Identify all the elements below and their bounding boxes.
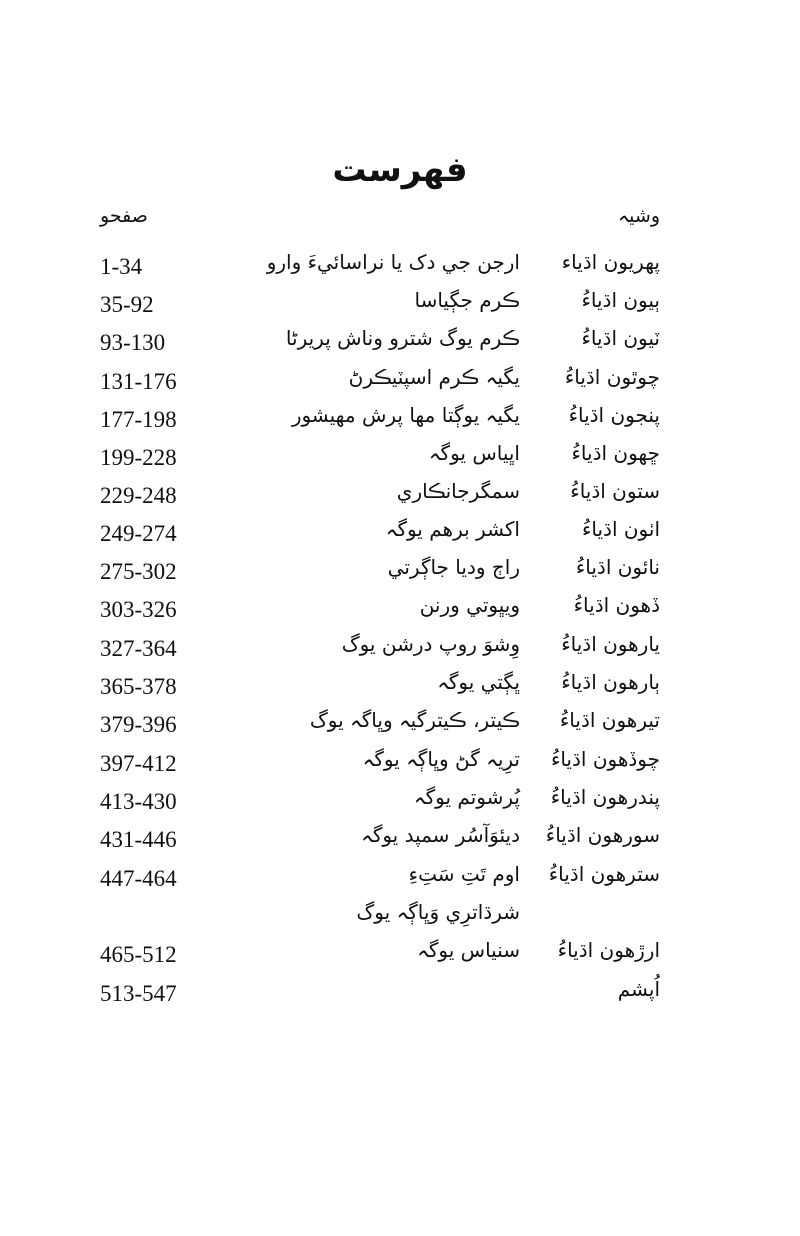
chapter-title: ڪرم يوگ شترو وناش پريرڻا bbox=[285, 326, 520, 350]
toc-entry bbox=[0, 326, 800, 362]
chapter-label: سورهون اڌياءُ bbox=[545, 823, 660, 847]
page-range: 93-130 bbox=[100, 330, 166, 355]
chapter-title: ڪيتر، ڪيترگيہ وڀاگہ يوگ bbox=[309, 708, 520, 732]
page-range: 275-302 bbox=[100, 559, 177, 584]
chapter-title: پُرشوتم يوگہ bbox=[413, 785, 520, 809]
chapter-title: يگيہ يوڳتا مها پرش مهيشور bbox=[291, 403, 520, 427]
chapter-label: ٻيون اڌياءُ bbox=[581, 288, 660, 312]
toc-entry bbox=[0, 250, 800, 286]
page-range: 35-92 bbox=[100, 292, 154, 317]
chapter-label: ڏهون اڌياءُ bbox=[573, 593, 660, 617]
page-range: 397-412 bbox=[100, 751, 177, 776]
toc-entry bbox=[0, 632, 800, 668]
chapter-title: شرڌاترِي وَڀاڳہ يوگ bbox=[356, 900, 520, 924]
page-range: 365-378 bbox=[100, 674, 177, 699]
chapter-label: تيرهون اڌياءُ bbox=[559, 708, 660, 732]
toc-entry bbox=[0, 900, 800, 936]
page-range: 465-512 bbox=[100, 942, 177, 967]
toc-entry bbox=[0, 593, 800, 629]
page-range: 303-326 bbox=[100, 597, 177, 622]
chapter-title: ويڀوتي ورنن bbox=[419, 593, 520, 617]
toc-entry bbox=[0, 517, 800, 553]
toc-entry bbox=[0, 747, 800, 783]
chapter-title: راڄ وديا جاڳرتي bbox=[387, 555, 520, 579]
page-range: 327-364 bbox=[100, 636, 177, 661]
chapter-label: سترهون اڌياءُ bbox=[548, 862, 660, 886]
chapter-label: ٽيون اڌياءُ bbox=[581, 326, 660, 350]
chapter-title: اڀياس يوگہ bbox=[428, 441, 520, 465]
page-range: 431-446 bbox=[100, 827, 177, 852]
chapter-title: ترِيہ گڻ وڀاڳہ يوگہ bbox=[362, 747, 520, 771]
toc-entry bbox=[0, 862, 800, 898]
chapter-title: اوم تَتِ سَتِءِ bbox=[408, 862, 520, 886]
subject-column-header: وشيہ bbox=[618, 205, 660, 227]
page-range: 199-228 bbox=[100, 445, 177, 470]
toc-entry bbox=[0, 555, 800, 591]
chapter-label: يارهون اڌياءُ bbox=[561, 632, 660, 656]
chapter-label: ڇهون اڌياءُ bbox=[571, 441, 660, 465]
chapter-title: وِشوَ روپ درشن يوگ bbox=[341, 632, 520, 656]
chapter-label: ستون اڌياءُ bbox=[570, 479, 660, 503]
page-range: 413-430 bbox=[100, 789, 177, 814]
chapter-title: ديئوَآسُر سمپد يوگہ bbox=[361, 823, 520, 847]
page-column-header: صفحو bbox=[100, 205, 148, 227]
chapter-title: ڪرم جڳياسا bbox=[414, 288, 520, 312]
page-range: 447-464 bbox=[100, 866, 177, 891]
toc-entry bbox=[0, 365, 800, 401]
chapter-title: اکشر برهم يوگہ bbox=[385, 517, 520, 541]
chapter-label: چوٿون اڌياءُ bbox=[564, 365, 660, 389]
toc-entry bbox=[0, 288, 800, 324]
chapter-title: سنياس يوگہ bbox=[417, 938, 520, 962]
chapter-label: نائون اڌياءُ bbox=[575, 555, 660, 579]
page-title: فهرست bbox=[332, 150, 468, 190]
chapter-label: پندرهون اڌياءُ bbox=[550, 785, 660, 809]
toc-entry bbox=[0, 441, 800, 477]
chapter-title: سمگرجانڪاري bbox=[396, 479, 520, 503]
page-range: 1-34 bbox=[100, 254, 143, 279]
page-range: 513-547 bbox=[100, 981, 177, 1006]
toc-entry bbox=[0, 708, 800, 744]
chapter-title: يگيہ ڪرم اسپٽيڪرڻ bbox=[348, 365, 520, 389]
page-range: 249-274 bbox=[100, 521, 177, 546]
toc-entry bbox=[0, 670, 800, 706]
toc-entry bbox=[0, 403, 800, 439]
toc-entry bbox=[0, 938, 800, 974]
chapter-label: چوڏهون اڌياءُ bbox=[550, 747, 660, 771]
page-range: 379-396 bbox=[100, 712, 177, 737]
toc-entry bbox=[0, 977, 800, 1013]
chapter-label: ارڙهون اڌياءُ bbox=[557, 938, 660, 962]
toc-entry bbox=[0, 785, 800, 821]
chapter-title: ڀڳتي يوگہ bbox=[437, 670, 520, 694]
toc-entry bbox=[0, 823, 800, 859]
page-range: 131-176 bbox=[100, 369, 177, 394]
chapter-title: ارجن جي دک يا نراسائيءَ وارو bbox=[266, 250, 520, 274]
page-range: 177-198 bbox=[100, 407, 177, 432]
chapter-label: اٺون اڌياءُ bbox=[581, 517, 660, 541]
chapter-label: اُپشم bbox=[617, 977, 660, 1001]
page-range: 229-248 bbox=[100, 483, 177, 508]
toc-entry bbox=[0, 479, 800, 515]
chapter-label: پهريون اڌياء bbox=[561, 250, 660, 274]
chapter-label: پنجون اڌياءُ bbox=[568, 403, 660, 427]
chapter-label: ٻارهون اڌياءُ bbox=[561, 670, 660, 694]
